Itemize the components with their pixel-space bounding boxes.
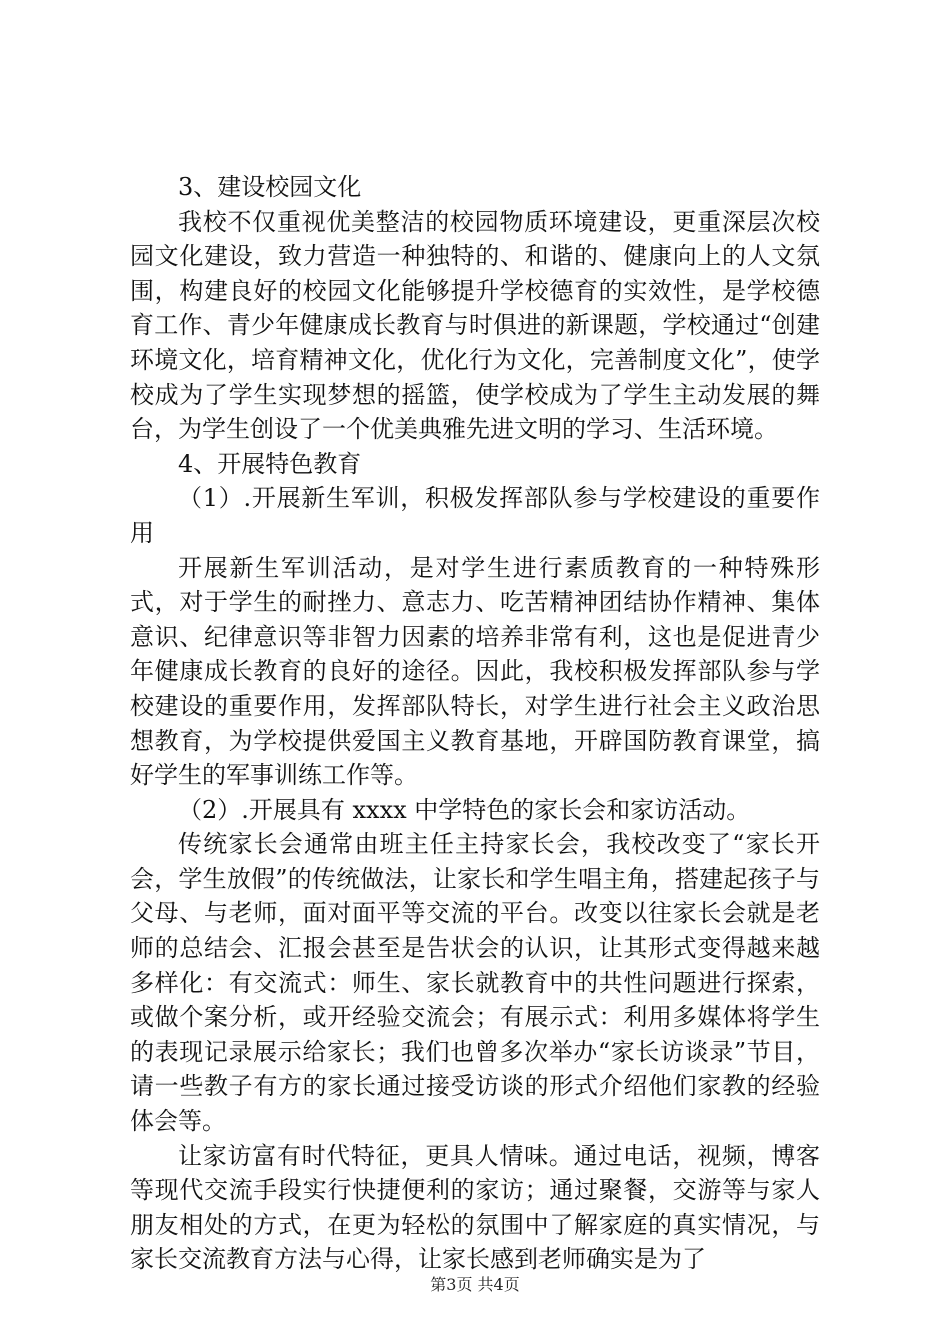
page-number-footer: 第3页 共4页 <box>430 1275 520 1294</box>
paragraph-parent-meetings: 传统家长会通常由班主任主持家长会，我校改变了“家长开会，学生放假”的传统做法，让家长和学生唱主角，搭建起孩子与父母、与老师，面对面平等交流的平台。改变以往家长会就是老师的总结会、汇报会甚至是告状会的认识，让其形式变得越来越多样化：有交流式：师生、家长就教育中的共性问题进行探索，或做个案分析，或开经验交流会；有展示式：利用多媒体将学生的表现记录展示给家长；我们也曾多次举办“家长访谈录”节目，请一些教子有方的家长通过接受访谈的形式介绍他们家教的经验体会等。 <box>130 830 820 1136</box>
section-heading-special-education: 4、开展特色教育 <box>178 449 362 478</box>
subheading-military-training: （1）.开展新生军训，积极发挥部队参与学校建设的重要作用 <box>130 484 820 547</box>
paragraph-home-visits: 让家访富有时代特征，更具人情味。通过电话，视频，博客等现代交流手段实行快捷便利的家访；通过聚餐，交游等与家人朋友相处的方式，在更为轻松的氛围中了解家庭的真实情况，与家长交流教育方法与心得，让家长感到老师确实是为了 <box>130 1141 820 1274</box>
paragraph-campus-culture: 我校不仅重视优美整洁的校园物质环境建设，更重深层次校园文化建设，致力营造一种独特的、和谐的、健康向上的人文氛围，构建良好的校园文化能够提升学校德育的实效性，是学校德育工作、青少年健康成长教育与时俱进的新课题，学校通过“创建环境文化，培育精神文化，优化行为文化，完善制度文化”，使学校成为了学生实现梦想的摇篮，使学校成为了学生主动发展的舞台，为学生创设了一个优美典雅先进文明的学习、生活环境。 <box>130 207 820 444</box>
section-heading-campus-culture: 3、建设校园文化 <box>178 173 362 201</box>
document-body <box>130 170 820 1277</box>
subheading-parent-meetings: （2）.开展具有 xxxx 中学特色的家长会和家访活动。 <box>178 795 751 824</box>
paragraph-military-training: 开展新生军训活动，是对学生进行素质教育的一种特殊形式，对于学生的耐挫力、意志力、吃苦精神团结协作精神、集体意识、纪律意识等非智力因素的培养非常有利，这也是促进青少年健康成长教育的良好的途径。因此，我校积极发挥部队参与学校建设的重要作用，发挥部队特长，对学生进行社会主义政治思想教育，为学校提供爱国主义教育基地，开辟国防教育课堂，搞好学生的军事训练工作等。 <box>130 553 820 790</box>
